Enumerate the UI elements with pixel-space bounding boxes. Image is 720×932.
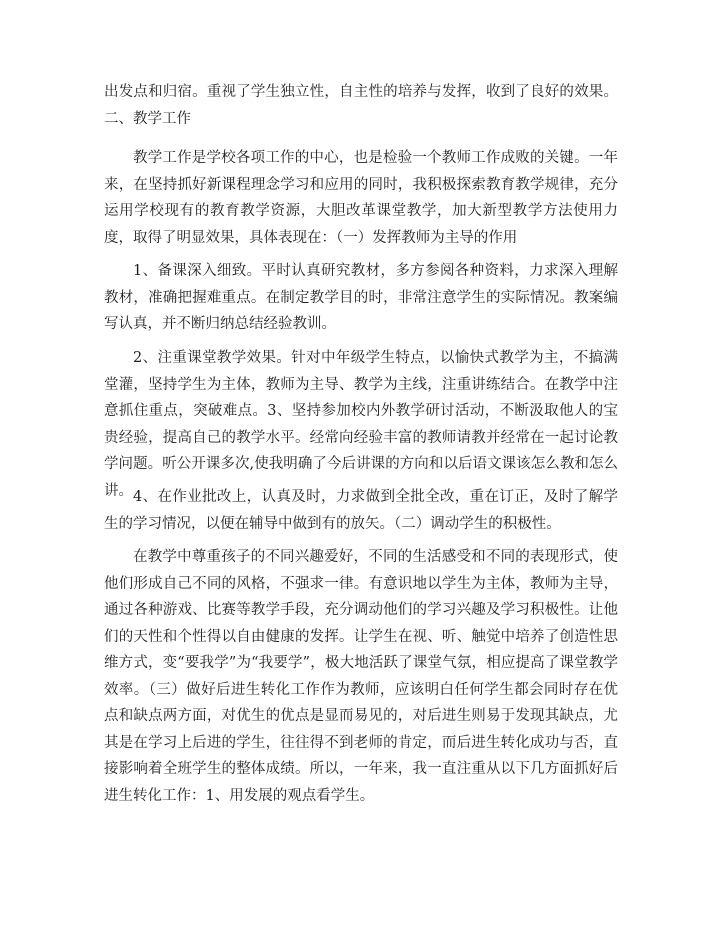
- paragraph-intro-continuation: 出发点和归宿。重视了学生独立性，自主性的培养与发挥，收到了良好的效果。二、教学工作: [104, 84, 618, 127]
- paragraph-classroom-effect: 2、注重课堂教学效果。针对中年级学生特点，以愉快式教学为主，不搞满堂灌，坚持学生为主体，教师为主导、教学为主线，注重讲练结合。在教学中注意抓住重点，突破难点。3、坚持参加校内外教学研讨活动，不断汲取他人的宝贵经验，提高自己的教学水平。经常向经验丰富的教师请教并经常在一起讨论教学问题。听公开课多次,使我明确了今后讲课的方向和以后语文课该怎么教和怎么讲。: [104, 350, 618, 499]
- paragraph-homework-correction: 4、在作业批改上，认真及时，力求做到全批全改，重在订正，及时了解学生的学习情况，以便在辅导中做到有的放矢。（二）调动学生的积极性。: [104, 489, 618, 532]
- paragraph-student-motivation: 在教学中尊重孩子的不同兴趣爱好，不同的生活感受和不同的表现形式，使他们形成自己不同的风格，不强求一律。有意识地以学生为主体，教师为主导，通过各种游戏、比赛等教学手段，充分调动他们的学习兴趣及学习积极性。让他们的天性和个性得以自由健康的发挥。让学生在视、听、触觉中培养了创造性思维方式，变“要我学”为“我要学”，极大地活跃了课堂气氛，相应提高了课堂教学效率。（三）做好后进生转化工作作为教师，应该明白任何学生都会同时存在优点和缺点两方面，对优生的优点是显而易见的，对后进生则易于发现其缺点，尤其是在学习上后进的学生，往往得不到老师的肯定，而后进生转化成功与否，直接影响着全班学生的整体成绩。所以，一年来，我一直注重从以下几方面抓好后进生转化工作：1、用发展的观点看学生。: [104, 549, 618, 804]
- paragraph-lesson-preparation: 1、备课深入细致。平时认真研究教材，多方参阅各种资料，力求深入理解教材，准确把握难重点。在制定教学目的时，非常注意学生的实际情况。教案编写认真，并不断归纳总结经验教训。: [104, 263, 618, 332]
- paragraph-teaching-work: 教学工作是学校各项工作的中心，也是检验一个教师工作成败的关键。一年来，在坚持抓好新课程理念学习和应用的同时，我积极探索教育教学规律，充分运用学校现有的教育教学资源，大胆改革课堂教学，加大新型教学方法使用力度，取得了明显效果，具体表现在：（一）发挥教师为主导的作用: [104, 150, 618, 246]
